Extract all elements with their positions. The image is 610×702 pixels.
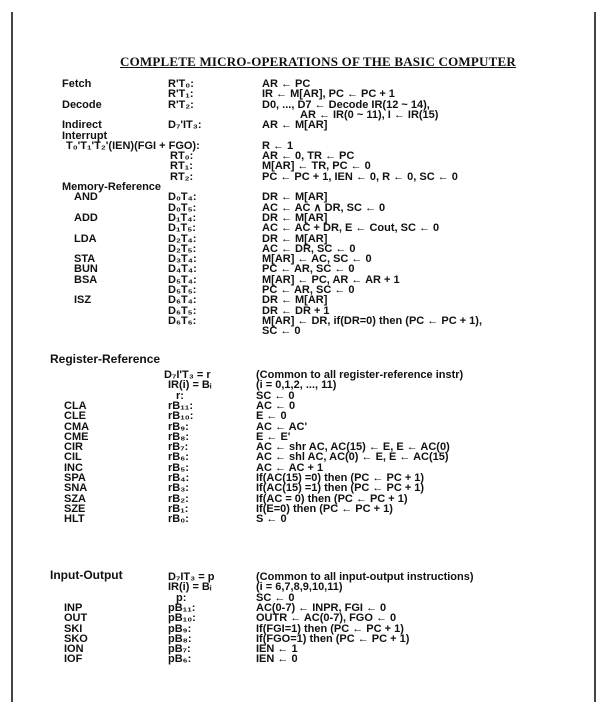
micro-operation: PC ← AR, SC ← 0 [262,263,355,276]
control-condition: D₀T₄: [168,191,197,204]
row-label: Indirect [62,119,102,132]
micro-operation: AC ← AC ∧ DR, SC ← 0 [262,201,386,214]
micro-operation: If(AC = 0) then (PC ← PC + 1) [256,492,408,505]
micro-op-row [0,513,610,525]
row-label: STA [74,253,96,266]
register-reference-header: Register-Reference [50,352,161,366]
control-condition: rB₇: [168,441,189,454]
control-condition: D₅T₄: [168,273,197,286]
control-condition: D₁T₄: [168,211,197,224]
control-condition: rB₅: [168,461,189,474]
row-label: Decode [62,98,102,111]
row-label: SKO [64,632,88,645]
control-condition: D₁T₅: [168,222,196,235]
micro-operation: AC ← shl AC, AC(0) ← E, E ← AC(15) [256,451,449,464]
control-condition: D₇I'T₃ = r [164,369,211,381]
control-condition: p: [176,591,187,604]
micro-operation: If(E=0) then (PC ← PC + 1) [256,502,393,515]
micro-operation: SC ← 0 [256,389,295,402]
row-label: BUN [74,263,98,276]
row-label: HLT [64,513,85,526]
row-label: AND [74,191,98,204]
control-condition: pB₁₁: [168,601,196,614]
micro-operation: DR ← M[AR] [262,211,328,224]
row-label: LDA [74,232,97,245]
micro-operation: DR ← DR + 1 [262,304,330,317]
micro-operation: If(FGO=1) then (PC ← PC + 1) [256,632,410,645]
control-condition: pB₁₀: [168,612,196,625]
control-condition: rB₉: [168,420,189,433]
row-label: SKI [64,622,83,635]
control-condition: rB₂: [168,492,189,505]
micro-operation: D0, ..., D7 ← Decode IR(12 ~ 14), [262,98,430,111]
row-label: CIL [64,451,82,464]
micro-operation: If(FGI=1) then (PC ← PC + 1) [256,622,404,635]
micro-operation: DR ← M[AR] [262,232,328,245]
control-condition: R'T₀: [168,78,194,90]
micro-op-row [0,325,610,337]
micro-operation: (Common to all input-output instructions) [256,571,474,583]
control-condition: rB₁: [168,502,189,515]
micro-operation: E ← E' [256,430,291,443]
micro-operation: IEN ← 0 [256,653,298,666]
control-condition: RT₀: [170,150,194,163]
input-output-header: Input-Output [50,568,123,582]
micro-operation: IEN ← 1 [256,643,298,656]
row-label: T₀'T₁'T₂'(IEN)(FGI + FGO): [66,139,200,152]
micro-operation: SC ← 0 [262,325,301,338]
control-condition: rB₄: [168,472,190,484]
micro-operation: (i = 0,1,2, ..., 11) [256,379,337,392]
control-condition: rB₆: [168,451,189,464]
micro-operation: AR ← M[AR] [262,119,328,132]
row-label: IOF [64,653,83,666]
micro-operation: M[AR] ← PC, AR ← AR + 1 [262,273,400,286]
micro-operation: (Common to all register-reference instr) [256,369,464,381]
control-condition: D₆T₆: [168,314,197,327]
control-condition: D₇'IT₃: [168,119,202,132]
page-title: COMPLETE MICRO-OPERATIONS OF THE BASIC COMPUTER [120,54,516,69]
row-label: ION [64,643,84,656]
row-label: INC [64,461,83,474]
micro-operation: AC ← DR, SC ← 0 [262,242,356,255]
micro-operation: AC ← 0 [256,399,296,412]
row-label: SPA [64,472,86,484]
micro-operation: PC ← AR, SC ← 0 [262,284,355,296]
control-condition: RT₂: [170,170,194,183]
control-condition: D₂T₄: [168,232,197,245]
micro-operation: AC(0-7) ← INPR, FGI ← 0 [256,601,387,614]
micro-operation: OUTR ← AC(0-7), FGO ← 0 [256,612,397,625]
control-condition: pB₆: [168,653,192,666]
control-condition: D₅T₅: [168,284,197,296]
row-label: OUT [64,612,88,625]
micro-operation: DR ← M[AR] [262,191,328,204]
control-condition: RT₁: [170,160,193,173]
micro-operation: IR ← M[AR], PC ← PC + 1 [262,88,395,101]
row-label: CLA [64,399,87,412]
row-label: SZA [64,492,86,505]
row-label: Interrupt [62,129,108,142]
micro-operation: M[AR] ← AC, SC ← 0 [262,253,372,266]
micro-operation: (i = 6,7,8,9,10,11) [256,581,343,594]
row-label: BSA [74,273,98,286]
micro-operation: AC ← AC + DR, E ← Cout, SC ← 0 [262,222,440,235]
micro-operation: E ← 0 [256,410,287,423]
control-condition: R'T₁: [168,88,194,101]
micro-operation: If(AC(15) =1) then (PC ← PC + 1) [256,482,425,495]
control-condition: IR(i) = Bᵢ [168,379,212,392]
control-condition: D₃T₄: [168,253,197,266]
control-condition: rB₈: [168,430,190,443]
row-label: Fetch [62,78,92,90]
row-label: SNA [64,482,88,495]
control-condition: pB₉: [168,622,192,635]
micro-operation: DR ← M[AR] [262,294,328,307]
row-label: ADD [74,211,98,224]
control-condition: pB₇: [168,643,191,656]
micro-operation: AC ← AC' [256,420,308,433]
control-condition: D₆T₅: [168,304,197,317]
micro-operation: If(AC(15) =0) then (PC ← PC + 1) [256,472,425,484]
control-condition: D₄T₄: [168,263,197,276]
micro-operation: AR ← IR(0 ~ 11), I ← IR(15) [300,108,439,121]
micro-operation: M[AR] ← DR, if(DR=0) then (PC ← PC + 1), [262,314,483,327]
micro-operation: M[AR] ← TR, PC ← 0 [262,160,371,173]
micro-operation: AC ← AC + 1 [256,461,324,474]
control-condition: D₆T₄: [168,294,197,307]
control-condition: rB₁₀: [168,410,194,423]
control-condition: D₂T₅: [168,242,197,255]
micro-operation: SC ← 0 [256,591,295,604]
control-condition: IR(i) = Bᵢ [168,581,212,594]
control-condition: R'T₂: [168,98,194,111]
micro-op-row [0,653,610,665]
micro-operation: PC ← PC + 1, IEN ← 0, R ← 0, SC ← 0 [262,170,458,183]
row-label: CLE [64,410,86,423]
control-condition: pB₈: [168,632,192,645]
control-condition: rB₃: [168,482,189,495]
row-label: INP [64,601,83,614]
row-label: CIR [64,441,83,454]
control-condition: D₀T₅: [168,201,197,214]
micro-operation: AR ← PC [262,78,311,90]
micro-operation: AR ← 0, TR ← PC [262,150,355,163]
row-label: SZE [64,502,86,515]
row-label: ISZ [74,294,92,307]
micro-operation: AC ← shr AC, AC(15) ← E, E ← AC(0) [256,441,450,454]
micro-operation: R ← 1 [262,139,294,152]
row-label: CMA [64,420,90,433]
control-condition: r: [176,389,184,402]
control-condition: rB₀: [168,513,189,526]
micro-operation: S ← 0 [256,513,287,526]
control-condition: rB₁₁: [168,399,193,412]
control-condition: D₇IT₃ = p [168,571,215,583]
row-label: Memory-Reference [62,181,162,193]
row-label: CME [64,430,89,443]
